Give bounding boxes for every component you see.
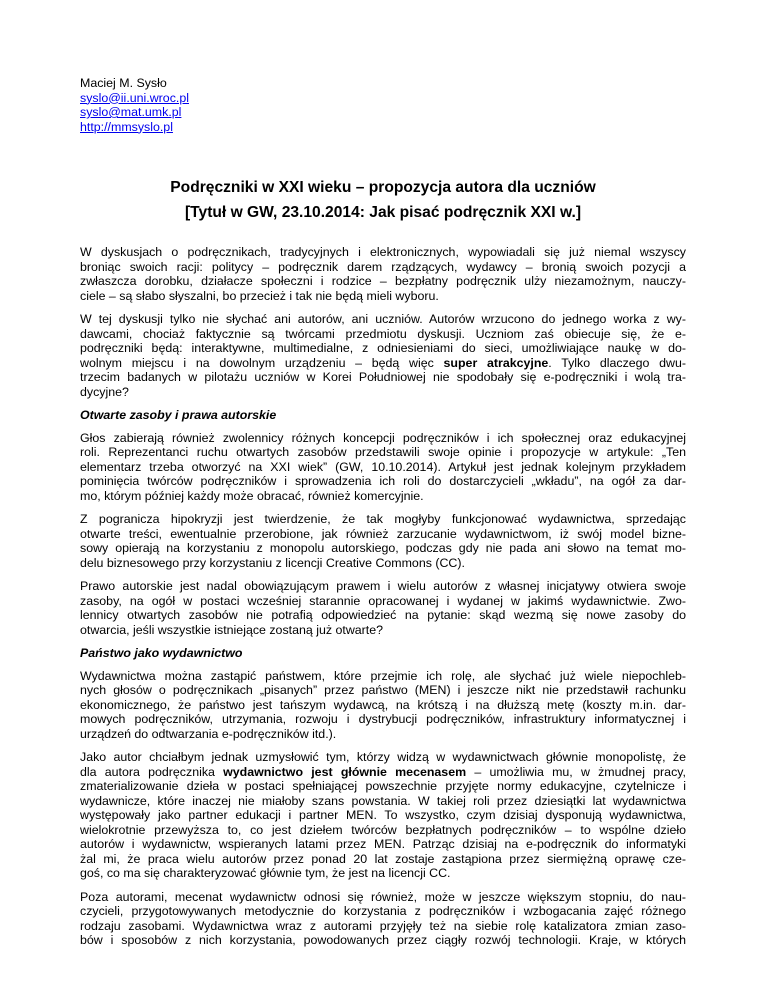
text-line: roli. Reprezentanci ruchu otwartych zasobów przedstawili swoje opinie i propozycje w artykule: „Ten: [80, 445, 686, 459]
email-link-umk[interactable]: syslo@mat.umk.pl: [80, 105, 182, 119]
paragraph-7: [80, 750, 686, 881]
text-segment: wolnym miejscu i na dowolnym urządzeniu – będą więc: [80, 355, 444, 370]
document-page: [80, 76, 686, 957]
text-line: podręczniki będą: interaktywne, multimedialne, z odniesieniami do sieci, umożliwiające naukę w do-: [80, 341, 686, 355]
section-heading-state-publisher: Państwo jako wydawnictwo: [80, 646, 243, 660]
paragraph-5: [80, 579, 686, 637]
text-line: lennicy otwartych zasobów nie potrafią odpowiedzieć na pytanie: skąd wezmą się nowe zasoby do: [80, 608, 686, 622]
text-line: dycyjne?: [80, 384, 129, 399]
paragraph-2: [80, 312, 686, 399]
text-line: W tej dyskusji tylko nie słychać ani autorów, ani uczniów. Autorów wrzucono do jednego worka z wy-: [80, 312, 686, 326]
paragraph-3: [80, 431, 686, 504]
paragraph-1: [80, 245, 686, 303]
text-line: występowały jako partner edukacji i partner MEN. To wszystko, czym dzisiaj dysponują wydawnictwa,: [80, 808, 686, 822]
text-line: goś, co ma się charakteryzować głównie tym, że jest na licencji CC.: [80, 866, 451, 880]
paragraph-4: [80, 512, 686, 570]
bold-phrase-super-atrakcyjne: super atrakcyjne: [443, 355, 549, 370]
document-subtitle: [Tytuł w GW, 23.10.2014: Jak pisać podręcznik XXI w.]: [184, 204, 582, 221]
text-line: Głos zabierają również zwolennicy różnych koncepcji podręczników i ich społecznej oraz edukacyjnej: [80, 430, 686, 445]
text-line: urządzeń do odtwarzania e-podręczników itd.).: [80, 726, 337, 741]
text-line: bów i sposobów z nich korzystania, powodowanych przez ciągły rozwój technologii. Kraje, w których: [80, 933, 686, 947]
text-line: zmaterializowanie dzieła w postaci spełniającej powszechnie przyjęte normy edukacyjne, czytelnicze i: [80, 779, 686, 793]
text-line: nych głosów o podręcznikach „pisanych” przez państwo (MEN) i jeszcze nikt nie przedstawił rachunku: [80, 683, 686, 697]
text-line: sowy opierają na korzystaniu z monopolu autorskiego, podczas gdy nie pada ani słowo na temat mo-: [80, 541, 686, 555]
text-line: otwarcia, jeśli wszystkie istniejące zostaną już otwarte?: [80, 622, 384, 637]
author-name: Maciej M. Sysło: [80, 76, 167, 90]
text-line: Poza autorami, mecenat wydawnictw odnosi się również, może w jeszcze większym stopniu, do nau-: [80, 889, 686, 904]
document-title: Podręczniki w XXI wieku – propozycja autora dla uczniów: [170, 179, 596, 196]
text-line: Prawo autorskie jest nadal obowiązującym prawem i wielu autorów z własnej inicjatywy otwiera swoje: [80, 579, 686, 593]
text-line: elementarz trzeba otworzyć na XXI wiek” (GW, 10.10.2014). Artykuł jest jednak kolejnym przykładem: [80, 459, 686, 474]
text-line: zwłaszcza dorobku, działacze społeczni i rodzice – bezpłatny podręcznik ulży niezamożnym, nauczy-: [80, 274, 686, 288]
section-heading-open-resources: Otwarte zasoby i prawa autorskie: [80, 408, 277, 422]
paragraph-6: [80, 669, 686, 742]
text-line: ekonomicznego, że państwo jest tańszym wydawcą, na krótszą i na dłuższą metę (koszty m.in. dar-: [80, 697, 686, 712]
text-line: [80, 356, 686, 371]
text-line: pominięcia twórców podręczników i sprowadzenia ich roli do dostarczycieli „wkładu”, na ogół za dar-: [80, 474, 686, 488]
bold-phrase-mecenas: wydawnictwo jest głównie mecenasem: [223, 764, 467, 779]
text-line: Jako autor chciałbym jednak uzmysłowić tym, którzy widzą w wydawnictwach głównie monopolistę, że: [80, 750, 686, 764]
text-line: otwarte treści, ewentualnie przerobione, jak również zarzucanie wydawnictwom, iż swój model bizne-: [80, 526, 686, 541]
text-line: czycieli, przygotowywanych metodycznie do korzystania z podręczników i wzbogacania zajęć różnego: [80, 904, 686, 918]
paragraph-8: [80, 890, 686, 948]
text-line: Wydawnictwa można zastąpić państwem, które przejmie ich rolę, ale słychać już wiele niepochleb-: [80, 668, 686, 683]
text-line: broniąc swoich racji: politycy – podręcznik darem rządzących, wydawcy – bronią swoich pozycji a: [80, 259, 686, 274]
text-line: zasoby, na ogół w postaci wcześniej starannie opracowanej i wydanej w jakimś wydawnictwie. Zwo-: [80, 593, 686, 608]
text-segment: – umożliwia mu, w żmudnej pracy,: [466, 764, 686, 779]
text-line: żal mi, że praca wielu autorów przez ponad 20 lat zostaje zastąpiona przez siermiężną oprawę cze-: [80, 851, 686, 866]
text-line: Z pogranicza hipokryzji jest twierdzenie, że tak mogłyby funkcjonować wydawnictwa, sprzedając: [80, 512, 686, 526]
text-line: mowych podręczników, utrzymania, rozwoju i dystrybucji podręczników, infrastruktury informatycznej i: [80, 712, 686, 726]
author-block: [80, 76, 686, 134]
document-body: [80, 245, 686, 948]
text-segment: . Tylko dlaczego dwu-: [548, 355, 687, 370]
text-line: wielokrotnie przewyższa to, co jest dziełem twórców bezpłatnych podręczników – to wspólne dzieło: [80, 822, 686, 837]
website-link[interactable]: http://mmsyslo.pl: [80, 119, 173, 134]
email-link-wroc[interactable]: syslo@ii.uni.wroc.pl: [80, 90, 189, 105]
text-line: dawcami, chociaż faktycznie są twórcami przedmiotu dyskusji. Uczniom zaś obiecuje się, że e-: [80, 326, 686, 341]
text-segment: dla autora podręcznika: [80, 764, 224, 779]
text-line: [80, 765, 686, 780]
text-line: autorów i wydawnictw, wspieranych latami przez MEN. Patrząc dzisiaj na e-podręcznik do informatyki: [80, 837, 686, 851]
text-line: mo, którym później każdy może obracać, również komercyjnie.: [80, 488, 424, 503]
text-line: ciele – są słabo słyszalni, bo przecież i tak nie będą mieli wyboru.: [80, 288, 439, 303]
text-line: W dyskusjach o podręcznikach, tradycyjnych i elektronicznych, wypowiadali się już niemal wszyscy: [80, 245, 686, 259]
text-line: trzecim badanych w pilotażu uczniów w Korei Południowej nie spodobały się e-podręczniki i wolą tra-: [80, 370, 686, 384]
text-line: wydawnicze, które inaczej nie miałoby szans powstania. W takiej roli przez dziesiątki lat wydawnictwa: [80, 793, 686, 808]
text-line: delu biznesowego przy korzystaniu z licencji Creative Commons (CC).: [80, 555, 465, 570]
text-line: rodzaju zasobami. Wydawnictwa wraz z autorami przyjęły też na siebie rolę katalizatora zmian zaso-: [80, 918, 686, 933]
